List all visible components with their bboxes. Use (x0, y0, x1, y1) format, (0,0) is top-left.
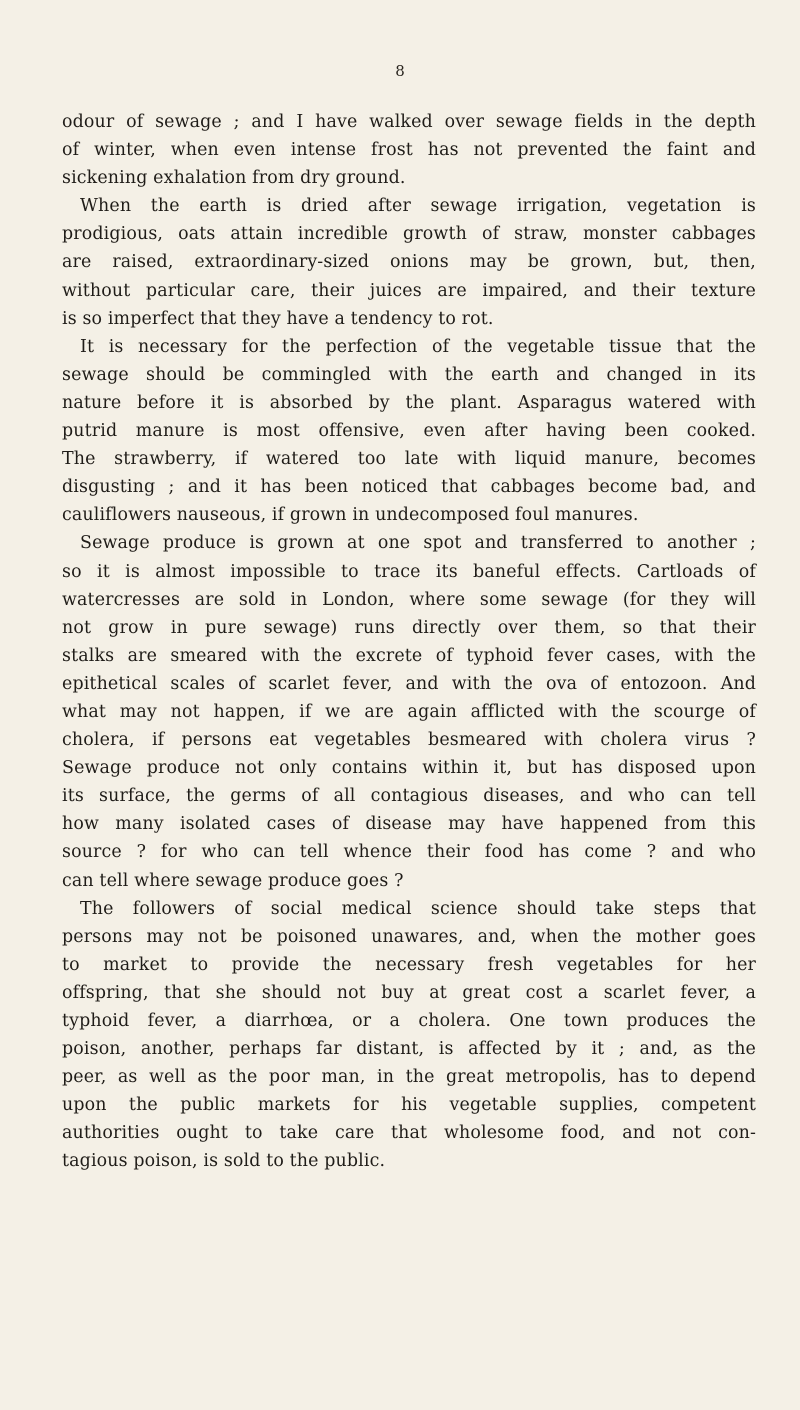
text-line: tagious poison, is sold to the public. (62, 1151, 386, 1172)
text-line: It is necessary for the perfection of the vegetable tissue that the (80, 336, 756, 357)
text-line: offspring, that she should not buy at great cost a scarlet fever, a (62, 982, 756, 1003)
text-line: cholera, if persons eat vegetables besmeared with cholera virus ? (62, 730, 756, 751)
text-line: disgusting ; and it has been noticed that cabbages become bad, and (62, 477, 756, 498)
text-line: sewage should be commingled with the earth and changed in its (62, 364, 756, 385)
text-line: authorities ought to take care that wholesome food, and not con- (62, 1123, 756, 1144)
text-line: watercresses are sold in London, where some sewage (for they will (62, 589, 756, 610)
text-line: nature before it is absorbed by the plant. Asparagus watered with (62, 392, 756, 413)
text-line: stalks are smeared with the excrete of typhoid fever cases, with the (62, 645, 756, 666)
text-line: Sewage produce is grown at one spot and transferred to another ; (80, 533, 756, 554)
text-line: poison, another, perhaps far distant, is affected by it ; and, as the (62, 1039, 756, 1060)
text-line: is so imperfect that they have a tendency to rot. (62, 308, 494, 329)
text-line: The strawberry, if watered too late with liquid manure, becomes (62, 449, 756, 470)
text-line: prodigious, oats attain incredible growth of straw, monster cabbages (62, 224, 756, 245)
text-line: sickening exhalation from dry ground. (62, 168, 406, 189)
page-number: 8 (395, 62, 405, 80)
body-text (62, 108, 756, 1176)
text-line: epithetical scales of scarlet fever, and with the ova of entozoon. And (62, 673, 756, 694)
text-line: of winter, when even intense frost has not prevented the faint and (62, 140, 756, 161)
text-line: peer, as well as the poor man, in the great metropolis, has to depend (62, 1067, 756, 1088)
text-line: odour of sewage ; and I have walked over sewage fields in the depth (62, 112, 756, 132)
text-line: how many isolated cases of disease may have happened from this (62, 814, 756, 835)
text-line: Sewage produce not only contains within it, but has disposed upon (62, 758, 756, 779)
text-line: can tell where sewage produce goes ? (62, 870, 404, 891)
text-line: source ? for who can tell whence their food has come ? and who (62, 842, 756, 863)
text-line: to market to provide the necessary fresh vegetables for her (62, 954, 756, 975)
text-line: When the earth is dried after sewage irrigation, vegetation is (80, 196, 756, 217)
text-line: upon the public markets for his vegetable supplies, competent (62, 1095, 756, 1116)
text-line: putrid manure is most offensive, even after having been cooked. (62, 421, 756, 442)
text-line: The followers of social medical science should take steps that (80, 898, 756, 919)
text-line: its surface, the germs of all contagious diseases, and who can tell (62, 786, 756, 807)
text-line: what may not happen, if we are again afflicted with the scourge of (62, 701, 756, 722)
text-line: cauliflowers nauseous, if grown in undecomposed foul manures. (62, 505, 639, 526)
text-line: so it is almost impossible to trace its baneful effects. Cartloads of (62, 561, 756, 582)
text-line: not grow in pure sewage) runs directly over them, so that their (62, 617, 756, 638)
text-line: without particular care, their juices are impaired, and their texture (62, 280, 756, 301)
text-line: typhoid fever, a diarrhœa, or a cholera. One town produces the (62, 1011, 756, 1031)
text-line: persons may not be poisoned unawares, and, when the mother goes (62, 926, 756, 947)
text-line: are raised, extraordinary-sized onions may be grown, but, then, (62, 252, 756, 273)
